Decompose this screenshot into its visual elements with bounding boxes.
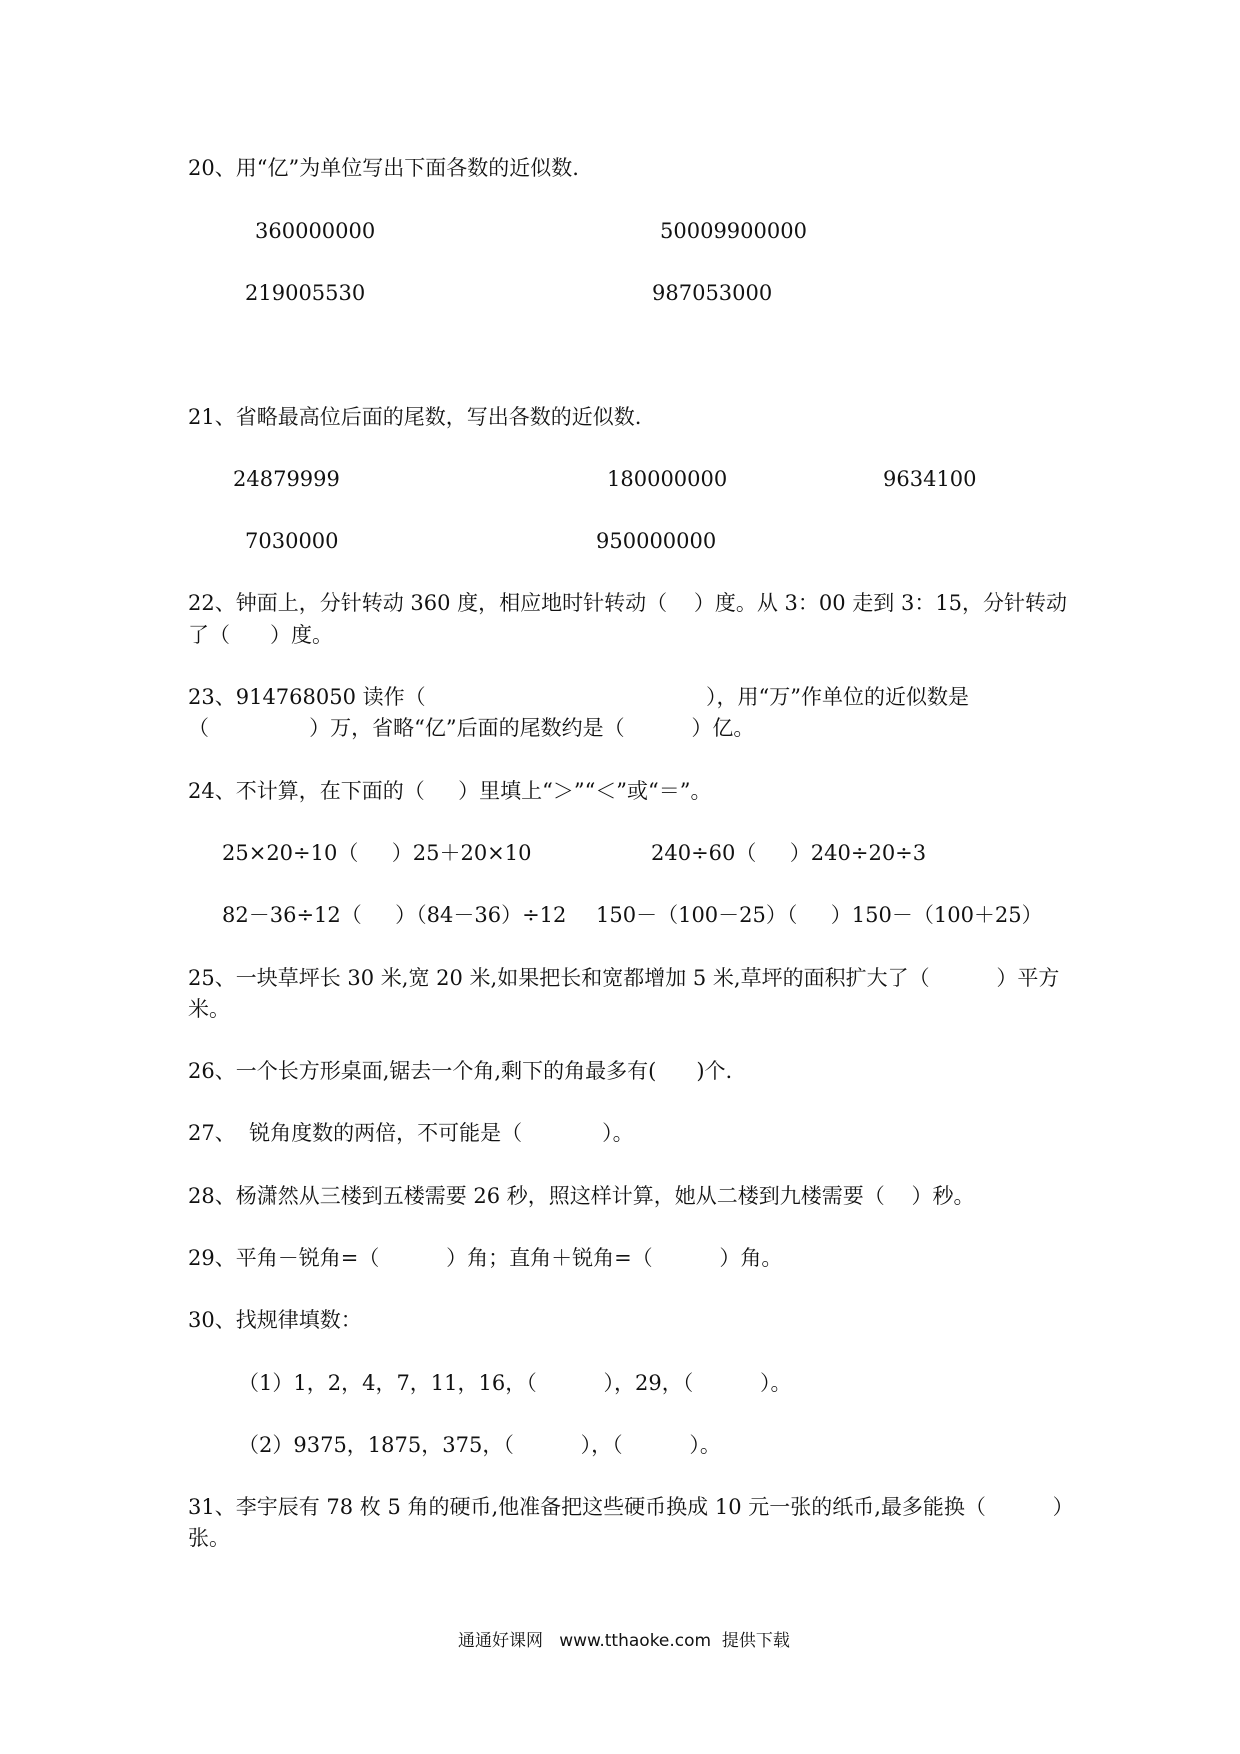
q20-number-2: 50009900000: [660, 219, 807, 243]
q24-expression-3: 82－36÷12（ ）（84－36）÷12: [222, 903, 567, 927]
q30-part-2: （2）9375，1875，375，（ ），（ ）。: [238, 1433, 721, 1457]
q24-expression-1: 25×20÷10（ ）25＋20×10: [222, 841, 532, 865]
question-23-line-1: 23、914768050 读作（ ），用“万”作单位的近似数是: [188, 685, 969, 709]
question-28-text: 28、杨潇然从三楼到五楼需要 26 秒，照这样计算，她从二楼到九楼需要（ ）秒。: [188, 1184, 975, 1208]
q30-part-1: （1）1，2，4，7，11，16，（ ），29，（ ）。: [238, 1371, 792, 1395]
q24-expression-2: 240÷60（ ）240÷20÷3: [651, 841, 927, 865]
question-31-line-1: 31、李宇辰有 78 枚 5 角的硬币,他准备把这些硬币换成 10 元一张的纸币,最多能换（ ）: [188, 1495, 1074, 1519]
question-21-text: 21、省略最高位后面的尾数，写出各数的近似数.: [188, 405, 642, 429]
question-20-text: 20、用“亿”为单位写出下面各数的近似数.: [188, 156, 579, 180]
q20-number-4: 987053000: [652, 281, 773, 305]
question-31-line-2: 张。: [188, 1526, 230, 1550]
q21-number-3: 9634100: [883, 467, 977, 491]
q20-number-1: 360000000: [255, 219, 376, 243]
q21-number-5: 950000000: [596, 529, 717, 553]
q21-number-2: 180000000: [607, 467, 728, 491]
q21-number-4: 7030000: [245, 529, 339, 553]
question-30-text: 30、找规律填数：: [188, 1308, 362, 1332]
question-27-text: 27、 锐角度数的两倍，不可能是（ ）。: [188, 1121, 634, 1145]
question-23-line-2: （ ）万，省略“亿”后面的尾数约是（ ）亿。: [188, 716, 755, 740]
q21-number-1: 24879999: [233, 467, 340, 491]
question-24-text: 24、不计算，在下面的（ ）里填上“＞”“＜”或“＝”。: [188, 779, 712, 803]
question-29-text: 29、平角－锐角=（ ）角；直角＋锐角=（ ）角。: [188, 1246, 783, 1270]
question-22-line-2: 了（ ）度。: [188, 623, 334, 647]
question-25-line-2: 米。: [188, 997, 230, 1021]
question-25-line-1: 25、一块草坪长 30 米,宽 20 米,如果把长和宽都增加 5 米,草坪的面积扩大了（ ）平方: [188, 966, 1060, 990]
question-26-text: 26、一个长方形桌面,锯去一个角,剩下的角最多有( )个.: [188, 1059, 733, 1083]
page-footer: 通通好课网 www.tthaoke.com 提供下载: [458, 1631, 790, 1651]
question-22-line-1: 22、钟面上，分针转动 360 度，相应地时针转动（ ）度。从 3：00 走到 3：15，分针转动: [188, 591, 1068, 615]
q24-expression-4: 150－（100－25）（ ）150－（100＋25）: [596, 903, 1043, 927]
q20-number-3: 219005530: [245, 281, 366, 305]
